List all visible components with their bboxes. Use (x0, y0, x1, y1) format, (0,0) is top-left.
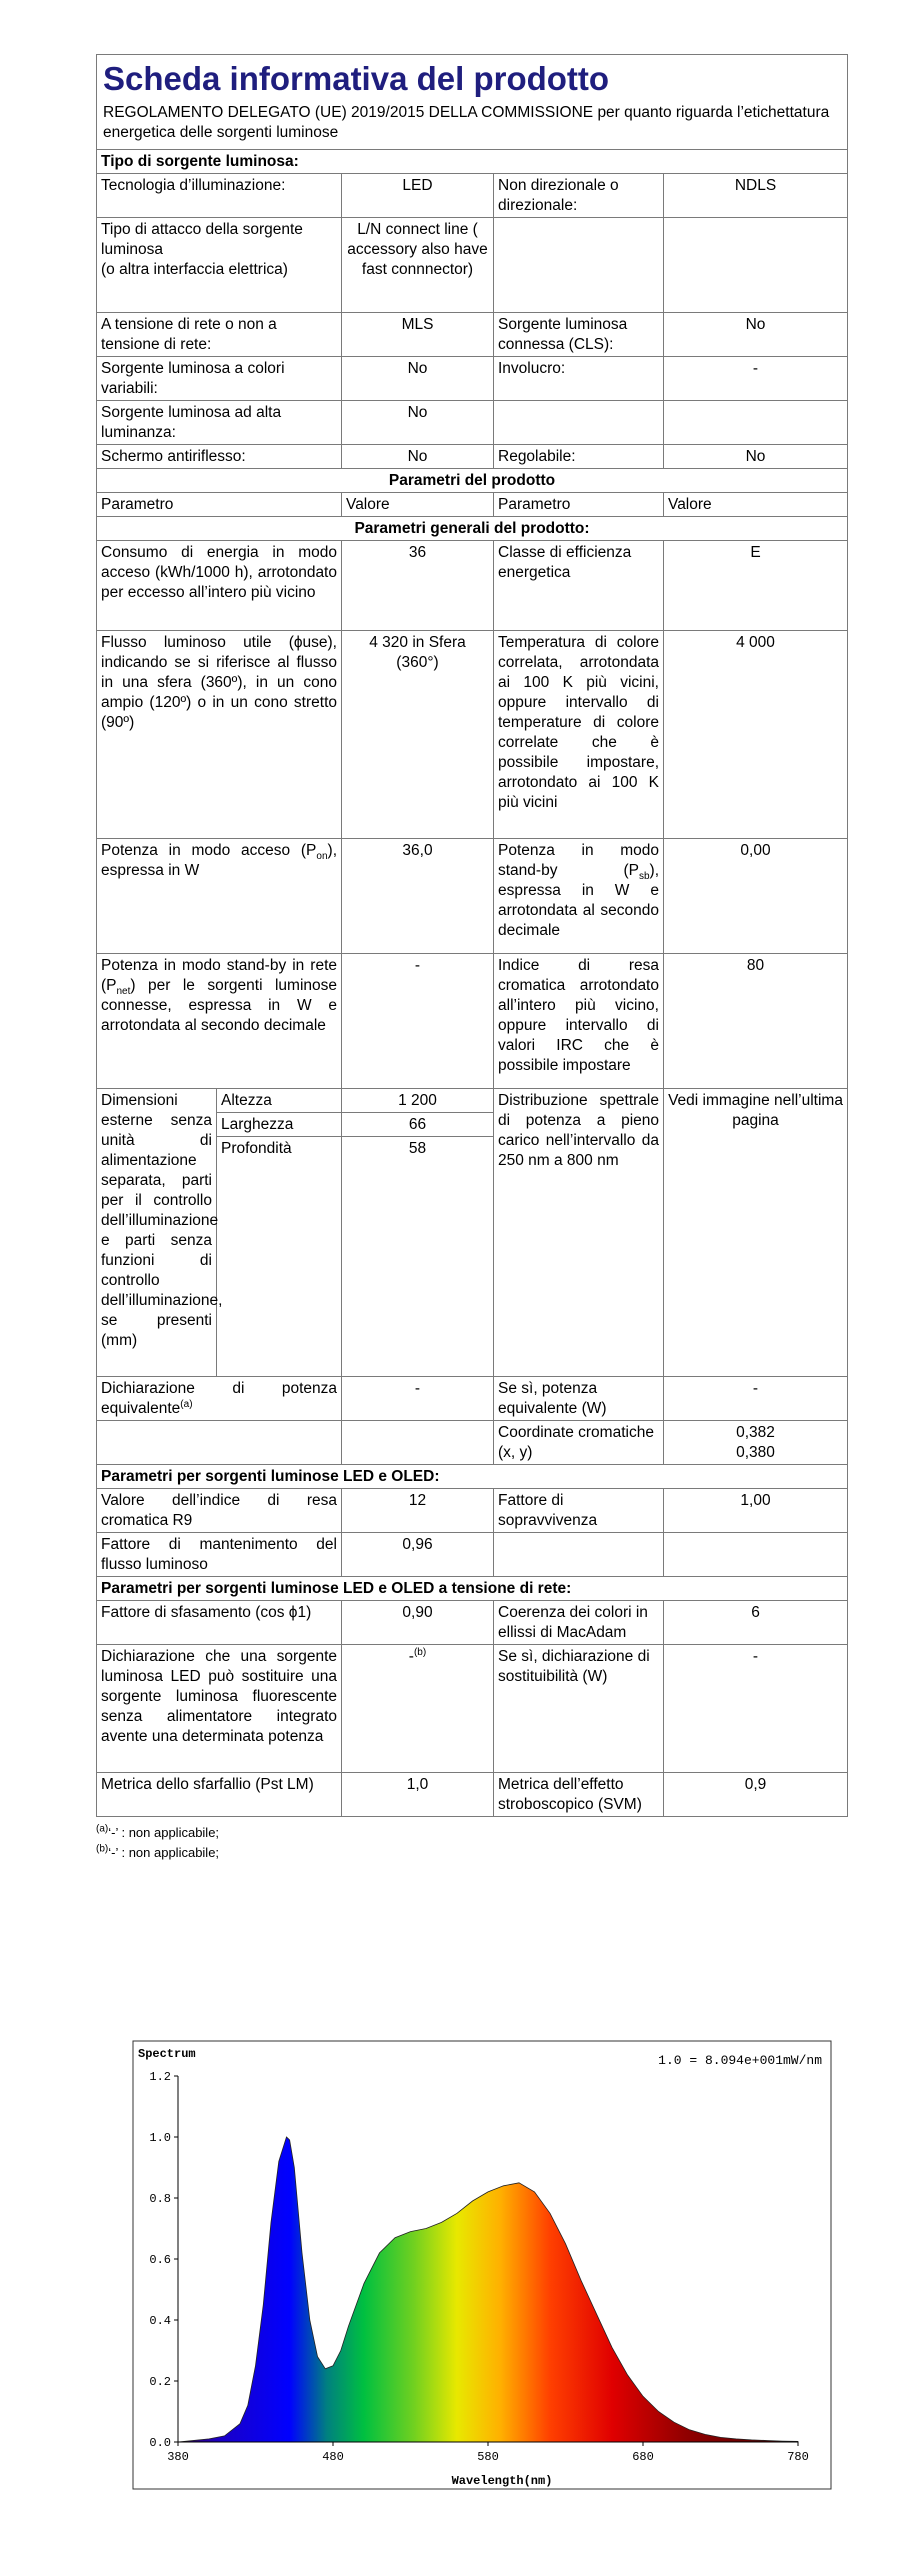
height-label: Altezza (217, 1089, 342, 1113)
regulation-subtitle: REGOLAMENTO DELEGATO (UE) 2019/2015 DELLA COMMISSIONE per quanto riguarda l’etichettatura energetica delle sorgenti luminose (103, 104, 830, 141)
y-tick-label: 0.8 (149, 2192, 171, 2206)
col-param-header: Parametro (97, 493, 342, 517)
attack-label-cell (97, 218, 342, 313)
header-cell (97, 55, 848, 150)
cri-value: 80 (664, 954, 848, 1089)
width-value: 66 (342, 1113, 494, 1137)
cls-value: No (664, 313, 848, 357)
spd-value: Vedi immagine nell’ultima pagina (664, 1089, 848, 1377)
col-param-header: Parametro (494, 493, 664, 517)
flicker-label: Metrica dello sfarfallio (Pst LM) (97, 1773, 342, 1817)
flux-value: 4 320 in Sfera (360°) (342, 631, 494, 839)
envelope-label: Involucro: (494, 357, 664, 401)
glare-label: Schermo antiriflesso: (97, 445, 342, 469)
footnote-b: $^{(b)}$‘-’ : non applicabile; (96, 1843, 220, 1860)
spectrum-chart (132, 2040, 832, 2495)
energy-value: 36 (342, 541, 494, 631)
chart-annotation: 1.0 = 8.094e+001mW/nm (658, 2053, 822, 2068)
source-type-heading: Tipo di sorgente luminosa: (97, 150, 848, 174)
chroma-label: Coordinate cromatiche (x, y) (494, 1421, 664, 1465)
pnet-value: - (342, 954, 494, 1089)
y-tick-label: 0.2 (149, 2375, 171, 2389)
equiv-value: - (342, 1377, 494, 1421)
chroma-value (664, 1421, 848, 1465)
x-tick-label: 680 (632, 2450, 654, 2464)
nondir-value: NDLS (664, 174, 848, 218)
chroma-x: 0,382 (736, 1424, 775, 1441)
col-value-header: Valore (664, 493, 848, 517)
cct-value: 4 000 (664, 631, 848, 839)
attack-value: L/N connect line ( accessory also have fast connnector) (342, 218, 494, 313)
mains-label: A tensione di rete o non a tensione di rete: (97, 313, 342, 357)
params-heading: Parametri del prodotto (97, 469, 848, 493)
cri-label: Indice di resa cromatica arrotondato all’intero più vicino, oppure intervallo di valori IRC che è possibile impostare (494, 954, 664, 1089)
spd-label: Distribuzione spettrale di potenza a pieno carico nell’intervallo da 250 nm a 800 nm (494, 1089, 664, 1377)
mains-heading: Parametri per sorgenti luminose LED e OLED a tensione di rete: (97, 1577, 848, 1601)
replace-value: -$^{(b)}$ (342, 1645, 494, 1773)
high-luminance-label: Sorgente luminosa ad alta luminanza: (97, 401, 342, 445)
psb-label: Potenza in modo stand-by $(P_{sb})$, espressa in W e arrotondata al secondo decimale (494, 839, 664, 954)
macadam-value: 6 (664, 1601, 848, 1645)
footnotes (96, 1823, 847, 1863)
x-axis-label: Wavelength(nm) (451, 2474, 553, 2488)
nondir-label: Non direzionale o direzionale: (494, 174, 664, 218)
r9-value: 12 (342, 1489, 494, 1533)
equiv-label: Dichiarazione di potenza equivalente$^{(a)}$ (97, 1377, 342, 1421)
glare-value: No (342, 445, 494, 469)
survival-value: 1,00 (664, 1489, 848, 1533)
color-label: Sorgente luminosa a colori variabili: (97, 357, 342, 401)
cls-label: Sorgente luminosa connessa (CLS): (494, 313, 664, 357)
x-tick-label: 380 (167, 2450, 189, 2464)
y-tick-label: 1.2 (149, 2070, 171, 2084)
replace-w-label: Se sì, dichiarazione di sostituibilità (W) (494, 1645, 664, 1773)
flux-label: Flusso luminoso utile (ϕuse), indicando se si riferisce al flusso in una sfera (360º), in un cono ampio (120º) o in un cono stretto (90º) (97, 631, 342, 839)
empty-cell (97, 1421, 342, 1465)
tech-value: LED (342, 174, 494, 218)
x-tick-label: 480 (322, 2450, 344, 2464)
empty-cell (664, 401, 848, 445)
macadam-label: Coerenza dei colori in ellissi di MacAdam (494, 1601, 664, 1645)
empty-cell (494, 401, 664, 445)
empty-cell (664, 218, 848, 313)
equiv-w-label: Se sì, potenza equivalente (W) (494, 1377, 664, 1421)
product-information-sheet (96, 54, 847, 1863)
spectrum-area (178, 2137, 798, 2442)
general-heading: Parametri generali del prodotto: (97, 517, 848, 541)
mains-value: MLS (342, 313, 494, 357)
height-value: 1 200 (342, 1089, 494, 1113)
psb-value: 0,00 (664, 839, 848, 954)
flicker-value: 1,0 (342, 1773, 494, 1817)
pon-value: 36,0 (342, 839, 494, 954)
cct-label: Temperatura di colore correlata, arrotondata ai 100 K più vicini, oppure intervallo di temperature di colore correlate che è possibile impostare, arrotondato ai 100 K più vicini (494, 631, 664, 839)
tech-label: Tecnologia d’illuminazione: (97, 174, 342, 218)
spectrum-svg (132, 2040, 832, 2490)
class-value: E (664, 541, 848, 631)
class-label: Classe di efficienza energetica (494, 541, 664, 631)
chart-title: Spectrum (138, 2047, 196, 2061)
replace-label: Dichiarazione che una sorgente luminosa LED può sostituire una sorgente luminosa fluorescente senza alimentatore integrato avente una determinata potenza (97, 1645, 342, 1773)
chroma-y: 0,380 (736, 1444, 775, 1461)
plot-area (149, 2070, 808, 2464)
dims-label: Dimensioni esterne senza unità di alimentazione separata, parti per il controllo dell’illuminazione e parti senza funzioni di controllo dell’illuminazione, se presenti (mm) (97, 1089, 217, 1377)
empty-cell (664, 1533, 848, 1577)
dimmable-label: Regolabile: (494, 445, 664, 469)
width-label: Larghezza (217, 1113, 342, 1137)
led-heading: Parametri per sorgenti luminose LED e OLED: (97, 1465, 848, 1489)
energy-label: Consumo di energia in modo acceso (kWh/1000 h), arrotondato per eccesso all’intero più vicino (97, 541, 342, 631)
pnet-label: Potenza in modo stand-by in rete $(P_{net})$ per le sorgenti luminose connesse, espressa in W e arrotondata al secondo decimale (97, 954, 342, 1089)
y-tick-label: 0.6 (149, 2253, 171, 2267)
envelope-value: - (664, 357, 848, 401)
attack-label: Tipo di attacco della sorgente luminosa (101, 221, 303, 258)
equiv-w-value: - (664, 1377, 848, 1421)
maintenance-label: Fattore di mantenimento del flusso luminoso (97, 1533, 342, 1577)
r9-label: Valore dell’indice di resa cromatica R9 (97, 1489, 342, 1533)
empty-cell (494, 218, 664, 313)
empty-cell (494, 1533, 664, 1577)
y-tick-label: 0.0 (149, 2436, 171, 2450)
empty-cell (342, 1421, 494, 1465)
pf-value: 0,90 (342, 1601, 494, 1645)
x-tick-label: 580 (477, 2450, 499, 2464)
pf-label: Fattore di sfasamento (cos ϕ1) (97, 1601, 342, 1645)
depth-label: Profondità (217, 1137, 342, 1377)
survival-label: Fattore di sopravvivenza (494, 1489, 664, 1533)
svm-label: Metrica dell’effetto stroboscopico (SVM) (494, 1773, 664, 1817)
maintenance-value: 0,96 (342, 1533, 494, 1577)
color-value: No (342, 357, 494, 401)
page-title: Scheda informativa del prodotto (103, 60, 610, 97)
y-tick-label: 1.0 (149, 2131, 171, 2145)
product-table (96, 54, 848, 1817)
dimmable-value: No (664, 445, 848, 469)
depth-value: 58 (342, 1137, 494, 1377)
high-luminance-value: No (342, 401, 494, 445)
y-tick-label: 0.4 (149, 2314, 171, 2328)
footnote-a: $^{(a)}$‘-’ : non applicabile; (96, 1823, 220, 1840)
x-tick-label: 780 (787, 2450, 809, 2464)
pon-label: Potenza in modo acceso $(P_{on})$, espressa in W (97, 839, 342, 954)
col-value-header: Valore (342, 493, 494, 517)
attack-label-note: (o altra interfaccia elettrica) (101, 261, 288, 278)
svm-value: 0,9 (664, 1773, 848, 1817)
replace-w-value: - (664, 1645, 848, 1773)
